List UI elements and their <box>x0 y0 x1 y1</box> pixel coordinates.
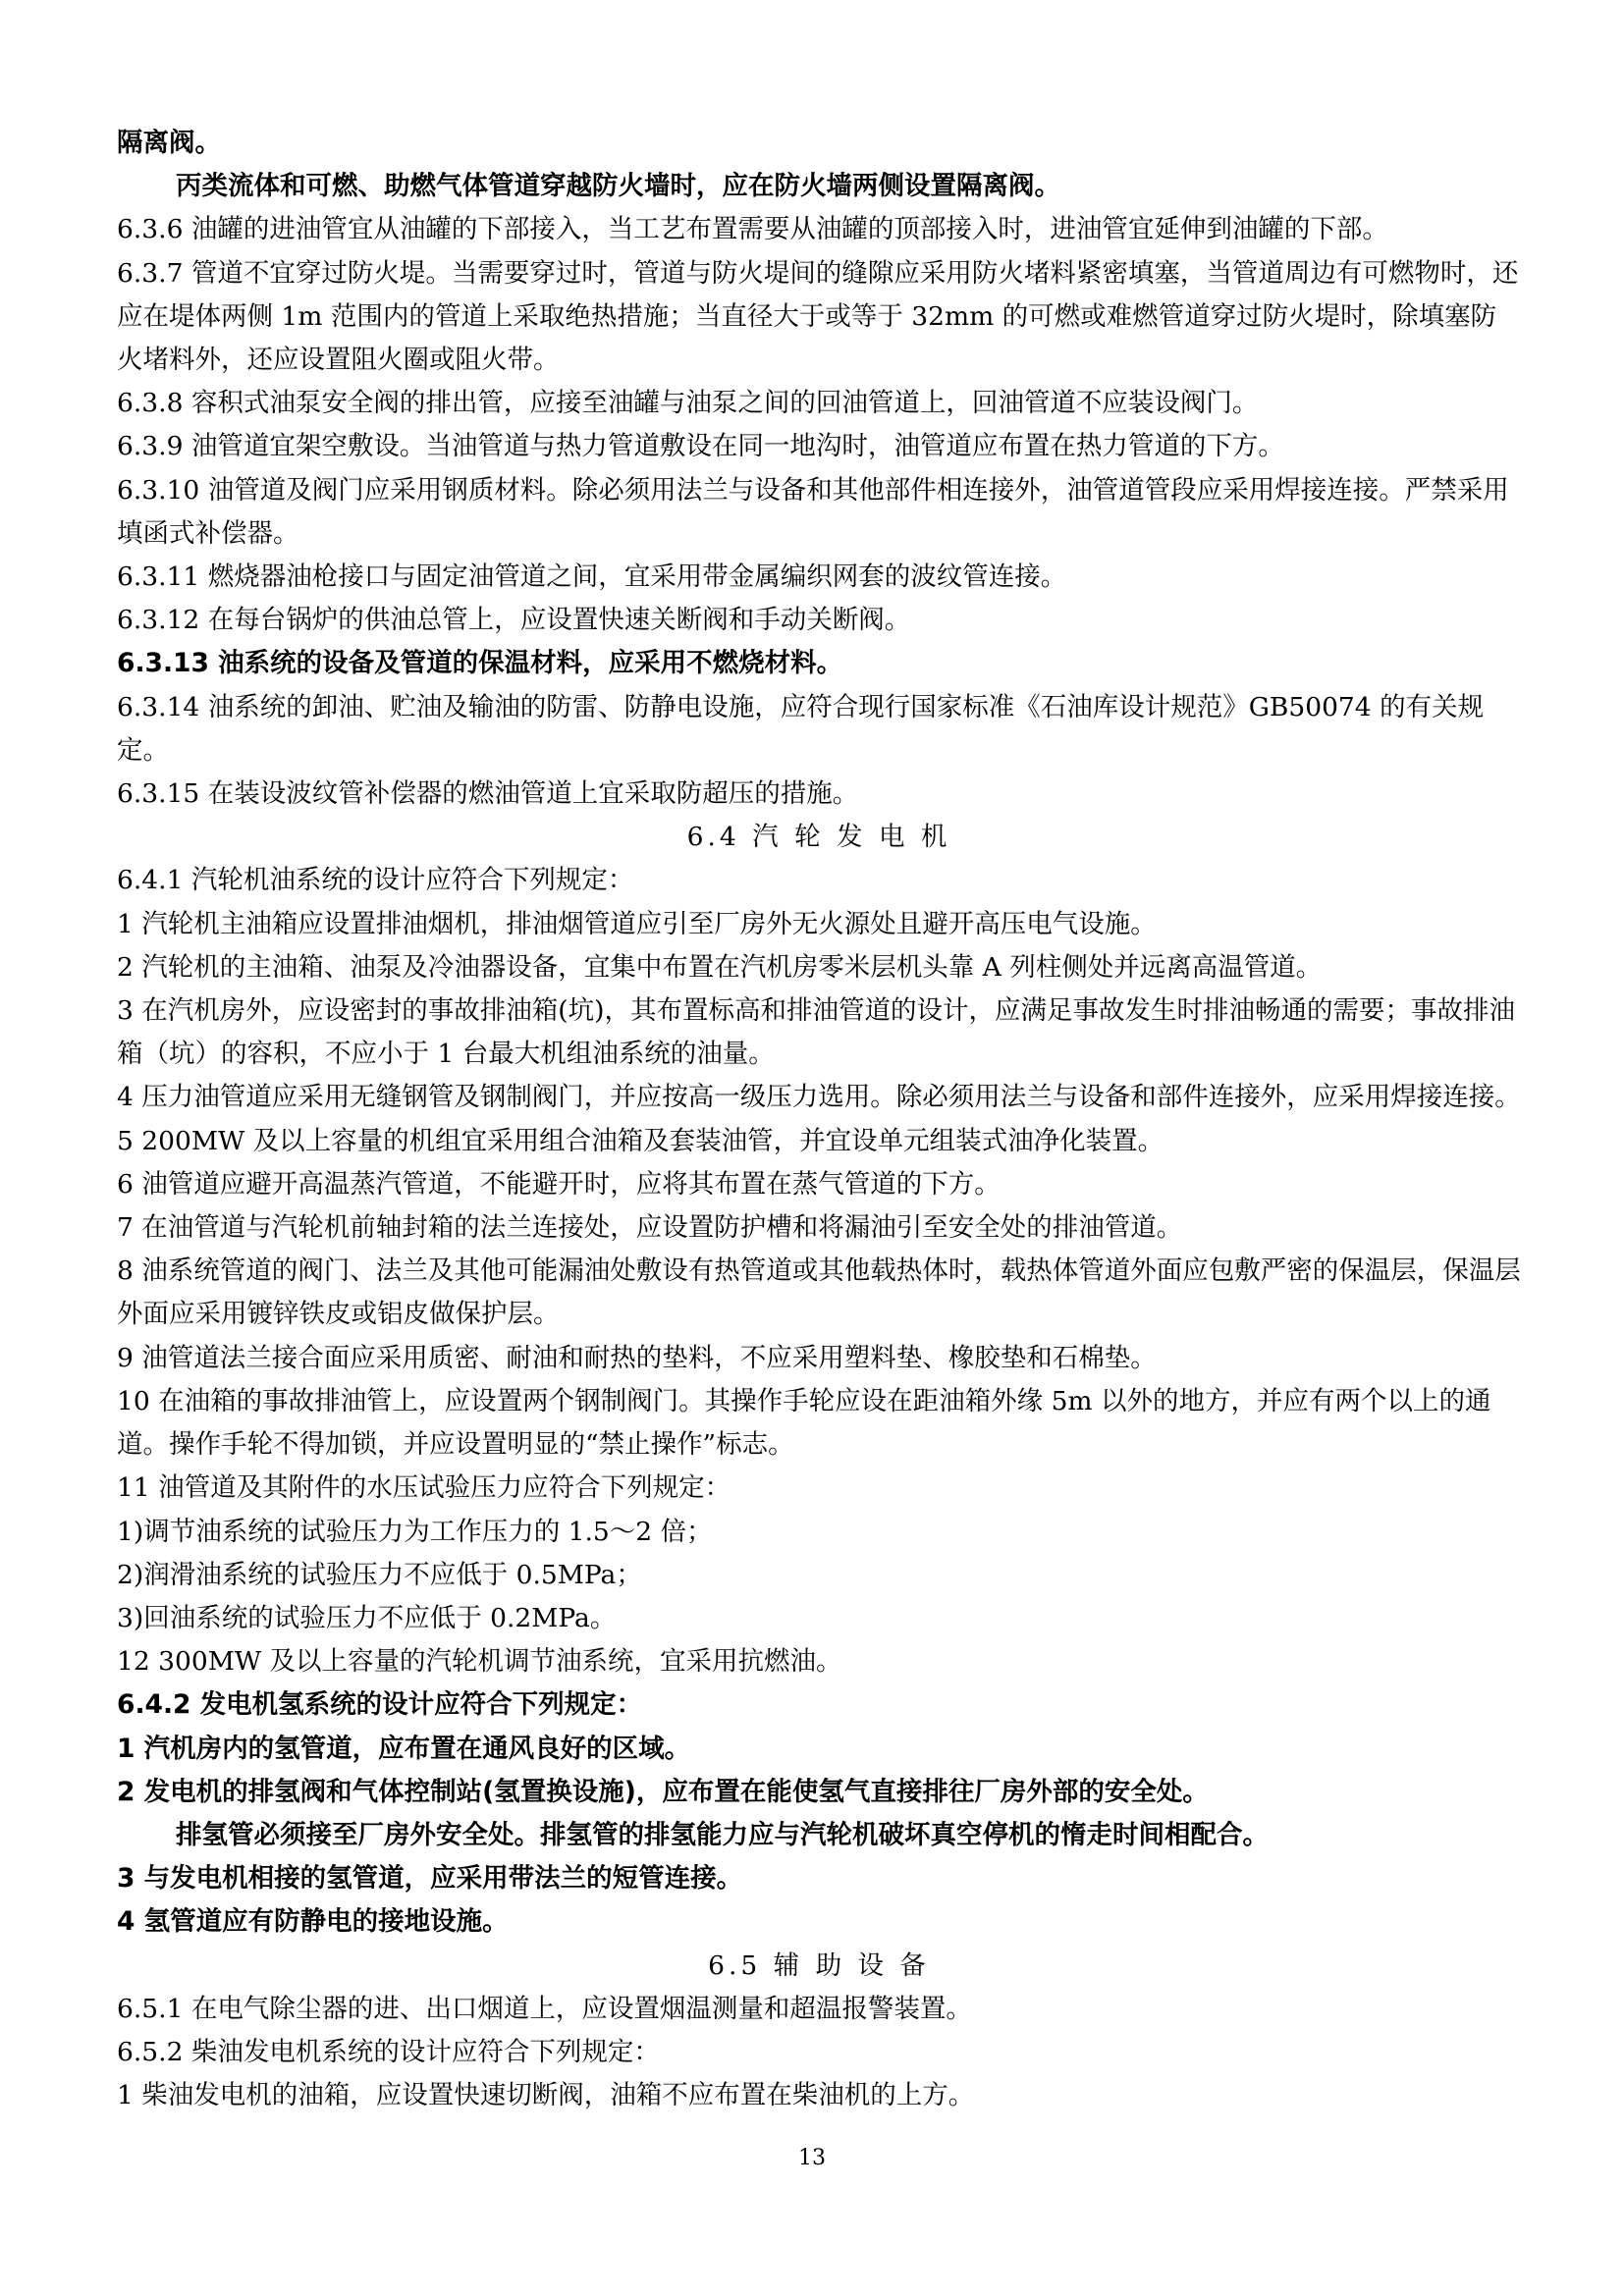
paragraph: 11 油管道及其附件的水压试验压力应符合下列规定： <box>117 1472 731 1504</box>
paragraph: 隔离阀。 <box>117 128 221 158</box>
paragraph: 7 在油管道与汽轮机前轴封箱的法兰连接处，应设置防护槽和将漏油引至安全处的排油管道。 <box>117 1212 1183 1244</box>
paragraph: 4 压力油管道应采用无缝钢管及钢制阀门，并应按高一级压力选用。除必须用法兰与设备和部件连接外，应采用焊接连接。 <box>117 1082 1521 1113</box>
paragraph: 3)回油系统的试验压力不应低于 0.2MPa。 <box>117 1602 617 1633</box>
paragraph: 10 在油箱的事故排油管上，应设置两个钢制阀门。其操作手轮应设在距油箱外缘 5m 以外的地方，并应有两个以上的通道。操作手轮不得加锁，并应设置明显的“禁止操作”标志。 <box>117 1385 1491 1461</box>
paragraph: 2 汽轮机的主油箱、油泵及冷油器设备，宜集中布置在汽机房零米层机头靠 A 列柱侧处并远离高温管道。 <box>117 951 1323 983</box>
paragraph: 6.3.11 燃烧器油枪接口与固定油管道之间，宜采用带金属编织网套的波纹管连接。 <box>117 561 1067 593</box>
paragraph: 3 与发电机相接的氢管道，应采用带法兰的短管连接。 <box>117 1863 743 1895</box>
paragraph: 6.3.13 油系统的设备及管道的保温材料，应采用不燃烧材料。 <box>117 648 843 679</box>
paragraph: 9 油管道法兰接合面应采用质密、耐油和耐热的垫料，不应采用塑料垫、橡胶垫和石棉垫。 <box>117 1342 1157 1373</box>
paragraph: 6.3.15 在装设波纹管补偿器的燃油管道上宜采取防超压的措施。 <box>117 778 859 810</box>
paragraph: 6.4.1 汽轮机油系统的设计应符合下列规定： <box>117 865 634 896</box>
section-heading: 6.5 辅 助 设 备 <box>708 1949 930 1981</box>
paragraph: 6.3.7 管道不宜穿过防火堤。当需要穿过时，管道与防火堤间的缝隙应采用防火堵料紧密填塞，当管道周边有可燃物时，还应在堤体两侧 1m 范围内的管道上采取绝热措施；当直径大于或等于 32mm 的可燃或难燃管道穿过防火堤时，除填塞防火堵料外，还应设置阻火圈或阻火带。 <box>117 257 1519 376</box>
document-body <box>117 122 1521 2117</box>
paragraph: 排氢管必须接至厂房外安全处。排氢管的排氢能力应与汽轮机破坏真空停机的惰走时间相配合。 <box>176 1819 1269 1850</box>
paragraph: 6.3.8 容积式油泵安全阀的排出管，应接至油罐与油泵之间的回油管道上，回油管道不应装设阀门。 <box>117 388 1259 419</box>
paragraph: 丙类流体和可燃、助燃气体管道穿越防火墙时，应在防火墙两侧设置隔离阀。 <box>176 171 1060 202</box>
paragraph: 6.3.6 油罐的进油管宜从油罐的下部接入，当工艺布置需要从油罐的顶部接入时，进油管宜延伸到油罐的下部。 <box>117 214 1388 245</box>
paragraph: 2 发电机的排氢阀和气体控制站(氢置换设施)，应布置在能使氢气直接排往厂房外部的安全处。 <box>117 1776 1209 1807</box>
paragraph: 6.5.1 在电气除尘器的进、出口烟道上，应设置烟温测量和超温报警装置。 <box>117 1993 972 2024</box>
paragraph: 12 300MW 及以上容量的汽轮机调节油系统，宜采用抗燃油。 <box>117 1646 842 1678</box>
paragraph: 2)润滑油系统的试验压力不应低于 0.5MPa； <box>117 1559 642 1590</box>
paragraph: 6.4.2 发电机氢系统的设计应符合下列规定： <box>117 1689 643 1721</box>
paragraph: 1 柴油发电机的油箱，应设置快速切断阀，油箱不应布置在柴油机的上方。 <box>117 2080 975 2111</box>
paragraph: 3 在汽机房外，应设密封的事故排油箱(坑)，其布置标高和排油管道的设计，应满足事故发生时排油畅通的需要；事故排油箱（坑）的容积，不应小于 1 台最大机组油系统的油量。 <box>117 995 1515 1070</box>
paragraph: 1 汽轮机主油箱应设置排油烟机，排油烟管道应引至厂房外无火源处且避开高压电气设施。 <box>117 908 1157 939</box>
paragraph: 6.3.10 油管道及阀门应采用钢质材料。除必须用法兰与设备和其他部件相连接外，油管道管段应采用焊接连接。严禁采用填函式补偿器。 <box>117 474 1509 549</box>
page-number: 13 <box>798 2146 826 2170</box>
paragraph: 6.3.14 油系统的卸油、贮油及输油的防雷、防静电设施，应符合现行国家标准《石油库设计规范》GB50074 的有关规定。 <box>117 691 1485 766</box>
paragraph: 1)调节油系统的试验压力为工作压力的 1.5～2 倍； <box>117 1516 713 1547</box>
paragraph: 4 氢管道应有防静电的接地设施。 <box>117 1906 509 1938</box>
paragraph: 5 200MW 及以上容量的机组宜采用组合油箱及套装油管，并宜设单元组装式油净化装置。 <box>117 1125 1164 1156</box>
section-heading: 6.4 汽 轮 发 电 机 <box>686 822 951 853</box>
paragraph: 8 油系统管道的阀门、法兰及其他可能漏油处敷设有热管道或其他载热体时，载热体管道外面应包敷严密的保温层，保温层外面应采用镀锌铁皮或铝皮做保护层。 <box>117 1255 1521 1330</box>
paragraph: 6.3.12 在每台锅炉的供油总管上，应设置快速关断阀和手动关断阀。 <box>117 605 911 636</box>
paragraph: 6.5.2 柴油发电机系统的设计应符合下列规定： <box>117 2036 660 2067</box>
paragraph: 1 汽机房内的氢管道，应布置在通风良好的区域。 <box>117 1733 691 1764</box>
paragraph: 6.3.9 油管道宜架空敷设。当油管道与热力管道敷设在同一地沟时，油管道应布置在热力管道的下方。 <box>117 431 1284 462</box>
paragraph: 6 油管道应避开高温蒸汽管道，不能避开时，应将其布置在蒸气管道的下方。 <box>117 1168 1001 1200</box>
